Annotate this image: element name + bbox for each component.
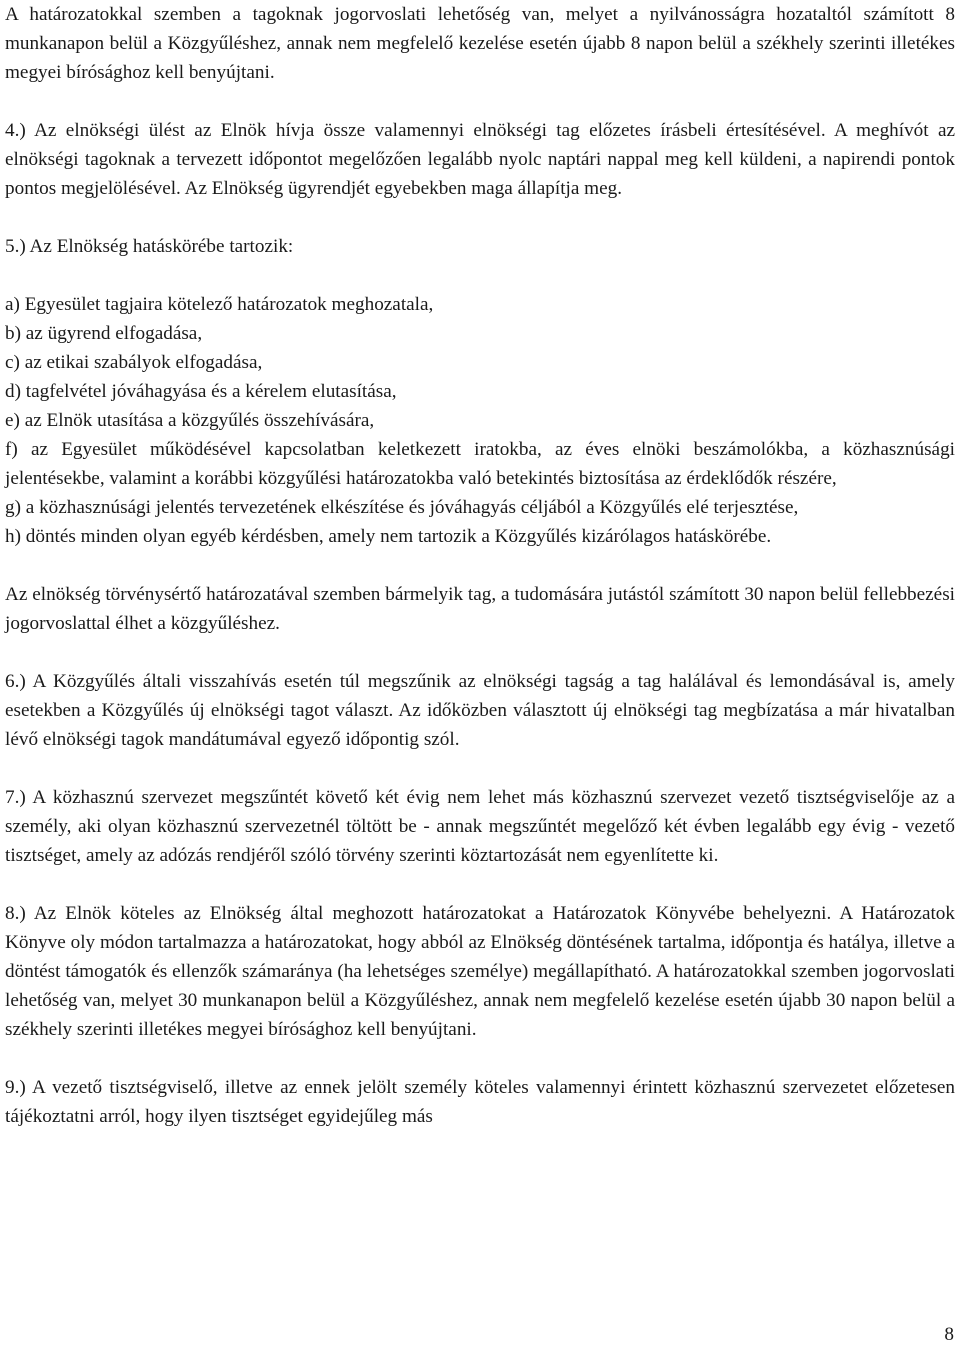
paragraph-board-appeal: Az elnökség törvénysértő határozatával szemben bármelyik tag, a tudomására jutástól számított 30 napon belül fellebbezési jogorvoslattal élhet a közgyűléshez. [5, 584, 955, 634]
list-item: g) a közhasznúsági jelentés tervezetének elkészítése és jóváhagyás céljából a Közgyűlés elé terjesztése, [5, 497, 799, 518]
list-item: c) az etikai szabályok elfogadása, [5, 352, 263, 373]
paragraph-9-officer-disclosure: 9.) A vezető tisztségviselő, illetve az ennek jelölt személy köteles valamennyi érintett közhasznú szervezetet előzetesen tájékoztatni arról, hogy ilyen tisztséget egyidejűleg más [5, 1077, 955, 1127]
paragraph-6-membership-termination: 6.) A Közgyűlés általi visszahívás esetén túl megszűnik az elnökségi tagság a tag halálával és lemondásával is, amely esetekben a Közgyűlés új elnökségi tagot választ. Az időközben választott új elnökségi tag megbízatása a már hivatalban lévő elnökségi tagok mandátumával egyező időpontig szól. [5, 671, 955, 750]
paragraph-4-board-meeting: 4.) Az elnökségi ülést az Elnök hívja össze valamennyi elnökségi tag előzetes írásbeli értesítésével. A meghívót az elnökségi tagoknak a tervezett időpontot megelőzően legalább nyolc naptári nappal meg kell küldeni, a napirendi pontok pontos megjelölésével. Az Elnökség ügyrendjét egyebekben maga állapítja meg. [5, 120, 955, 199]
list-item: e) az Elnök utasítása a közgyűlés összehívására, [5, 410, 375, 431]
paragraph-7-officer-restriction: 7.) A közhasznú szervezet megszűntét követő két évig nem lehet más közhasznú szervezet vezető tisztségviselője az a személy, aki olyan közhasznú szervezetnél töltött be - annak megszűntét megelőző két évben legalább egy évig - vezető tisztséget, amely az adózás rendjéről szóló törvény szerinti köztartozását nem egyenlítette ki. [5, 787, 955, 866]
page-number: 8 [944, 1324, 954, 1345]
list-item: d) tagfelvétel jóváhagyása és a kérelem elutasítása, [5, 381, 397, 402]
paragraph-appeal-rights: A határozatokkal szemben a tagoknak jogorvoslati lehetőség van, melyet a nyilvánosságra hozataltól számított 8 munkanapon belül a Közgyűléshez, annak nem megfelelő kezelése esetén újabb 8 napon belül a székhely szerinti illetékes megyei bírósághoz kell benyújtani. [5, 4, 955, 83]
board-powers-list [5, 290, 955, 551]
list-item: f) az Egyesület működésével kapcsolatban keletkezett iratokba, az éves elnöki beszámolókba, a közhasznúsági jelentésekbe, valamint a korábbi közgyűlési határozatokba való betekintés biztosítása az érdeklődők részére, [5, 439, 955, 489]
list-item: a) Egyesület tagjaira kötelező határozatok meghozatala, [5, 294, 434, 315]
paragraph-8-resolutions-book: 8.) Az Elnök köteles az Elnökség által meghozott határozatokat a Határozatok Könyvébe behelyezni. A Határozatok Könyve oly módon tartalmazza a határozatokat, hogy abból az Elnökség döntésének tartalma, időpontja és hatálya, illetve a döntést támogatók és ellenzők számaránya (ha lehetséges személye) megállapítható. A határozatokkal szemben jogorvoslati lehetőség van, melyet 30 munkanapon belül a Közgyűléshez, annak nem megfelelő kezelése esetén újabb 30 napon belül a székhely szerinti illetékes megyei bírósághoz kell benyújtani. [5, 903, 955, 1040]
list-item: h) döntés minden olyan egyéb kérdésben, amely nem tartozik a Közgyűlés kizárólagos hatáskörébe. [5, 526, 772, 547]
paragraph-5-board-powers-heading: 5.) Az Elnökség hatáskörébe tartozik: [5, 236, 294, 257]
document-page [5, 0, 955, 1131]
list-item: b) az ügyrend elfogadása, [5, 323, 203, 344]
